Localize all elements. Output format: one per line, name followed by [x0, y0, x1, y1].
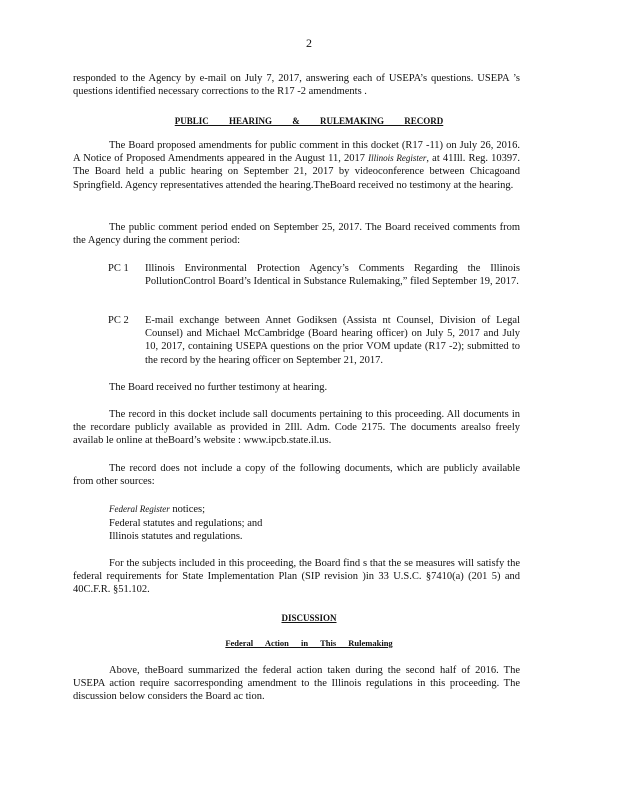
paragraph-discussion: Above, theBoard summarized the federal action taken during the second half of 2016. The USEPA action require sacorresponding amendment to the Illinois regulations in this proceeding. The discussion below considers the Board ac tion.	[73, 665, 520, 703]
continuation-paragraph: responded to the Agency by e-mail on July 7, 2017, answering each of USEPA’s questions. USEPA ’s questions identified necessary corrections to the R17 -2 amendments .	[73, 73, 520, 98]
pc-text: E-mail exchange between Annet Godiksen (Assista nt Counsel, Division of Legal Counsel) and Michael McCambridge (Board hearing officer) on July 5, 2017 and July 10, 2017, containing USEPA questions on the prior VOM update (R17 -2); submitted to the record by the hearing officer on September 21, 2017.	[145, 315, 520, 366]
pc-text: Illinois Environmental Protection Agency’s Comments Regarding the Illinois PollutionControl Board’s Identical in Substance Rulemaking,” filed September 19, 2017.	[145, 263, 520, 288]
section-heading-discussion: DISCUSSION	[281, 613, 337, 623]
page-number: 2	[306, 36, 312, 50]
paragraph-subjects-included: For the subjects included in this proceeding, the Board find s that the se measures will satisfy the federal requirements for State Implementation Plan (SIP revision )in 33 U.S.C. §7410(a) (201 5) and 40C.F.R. §51.102.	[73, 558, 520, 596]
paragraph-text: The Board proposed amendments for public comment in this docket (R17 -11) on July 26, 2016. A Notice of Proposed Amendments appeared in the August 11, 2017	[73, 140, 520, 165]
italic-citation: Illinois Register	[368, 153, 427, 164]
list-item	[90, 530, 520, 544]
list-item-text: Federal statutes and regulations; and	[109, 517, 263, 529]
paragraph-record-documents: The record in this docket include sall documents pertaining to this proceeding. All documents in the recordare publicly available as provided in 2Ill. Adm. Code 2175. The documents arealso freely availab le online at theBoard’s website : www.ipcb.state.il.us.	[73, 409, 520, 447]
italic-citation: Federal Register	[109, 504, 170, 514]
exclusions-list	[90, 503, 520, 544]
paragraph-public-comment: The public comment period ended on September 25, 2017. The Board received comments from the Agency during the comment period:	[73, 222, 520, 247]
list-item	[90, 503, 520, 517]
list-item-text: notices;	[169, 504, 206, 515]
pc-label: PC 2	[108, 315, 129, 326]
subsection-heading-federal-action: Federal Action in This Rulemaking	[225, 638, 393, 648]
list-item-text: Illinois statutes and regulations.	[109, 531, 243, 543]
paragraph-record-exclusions: The record does not include a copy of the following documents, which are publicly available from other sources:	[73, 463, 520, 488]
paragraph-proposed-amendments	[73, 139, 520, 192]
public-comment-item-1	[108, 262, 520, 288]
paragraph-text: , at 41Ill. Reg. 10397. The Board held a public hearing on September 21, 2017 by videoconference between Chicagoand Springfield. Agency representatives attended the hearing.TheBoard received no testimony at the hearing.	[73, 153, 521, 191]
list-item	[90, 517, 520, 531]
section-heading-public-hearing: PUBLIC HEARING & RULEMAKING RECORD	[174, 116, 444, 126]
paragraph-no-testimony: The Board received no further testimony at hearing.	[109, 382, 328, 393]
pc-label: PC 1	[108, 263, 129, 274]
public-comment-item-2	[108, 314, 520, 367]
